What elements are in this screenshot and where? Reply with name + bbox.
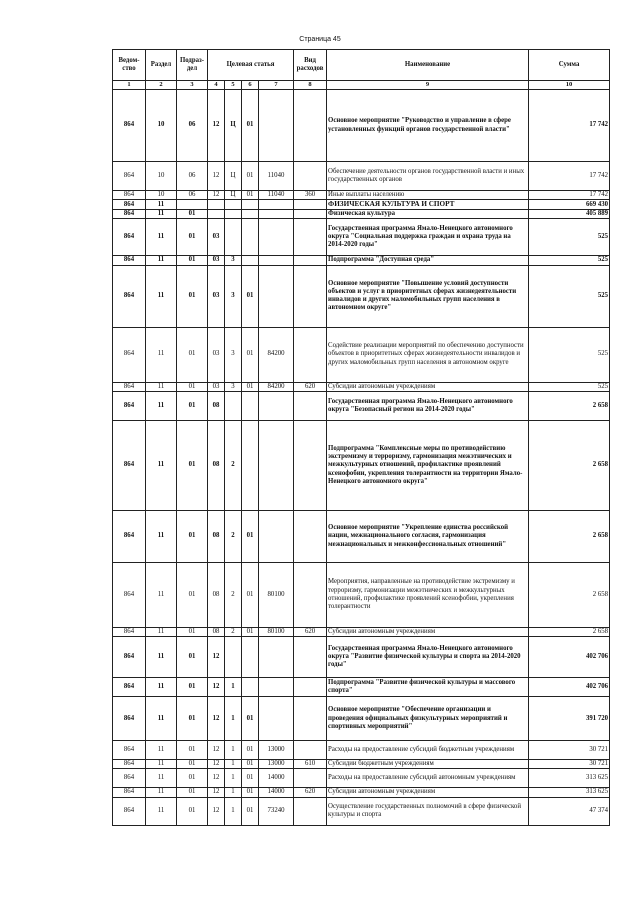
cell-razdel: 11 [146,420,177,510]
cell-vid [294,162,327,191]
cell-name: Государственная программа Ямало-Ненецкого автономного округа "Безопасный регион на 2014-2020 годы" [327,391,529,420]
cell-vedom: 864 [113,627,146,636]
cell-direction: 73240 [259,797,294,825]
cell-razdel: 11 [146,637,177,678]
cell-program: 03 [208,256,225,265]
cell-program: 03 [208,219,225,256]
cell-sum: 17 742 [529,191,610,200]
cell-program [208,200,225,210]
table-row [113,678,610,697]
table-row [113,510,610,562]
cell-sum: 17 742 [529,162,610,191]
cell-podrazdel: 01 [177,256,208,265]
cell-vedom: 864 [113,391,146,420]
cell-podrazdel: 01 [177,562,208,627]
header-sum: Сумма [529,50,610,81]
cell-subprogram: Ц [225,90,242,162]
table-row [113,697,610,741]
cell-program: 12 [208,678,225,697]
page-number-label: Страница 45 [299,36,341,43]
table-row [113,637,610,678]
cell-razdel: 11 [146,219,177,256]
table-row [113,382,610,391]
cell-direction: 13000 [259,760,294,769]
cell-sum: 2 658 [529,562,610,627]
cell-vid [294,510,327,562]
cell-subprogram: Ц [225,191,242,200]
cell-vid [294,256,327,265]
cell-program: 08 [208,391,225,420]
cell-direction: 84200 [259,327,294,382]
cell-razdel: 11 [146,697,177,741]
cell-activity: 01 [242,741,259,760]
cell-podrazdel: 01 [177,741,208,760]
column-number: 7 [259,81,294,90]
cell-razdel: 10 [146,162,177,191]
cell-razdel: 11 [146,391,177,420]
cell-activity: 01 [242,697,259,741]
cell-sum: 313 625 [529,769,610,788]
cell-razdel: 11 [146,797,177,825]
cell-program: 12 [208,191,225,200]
cell-sum: 2 658 [529,420,610,510]
cell-name: Государственная программа Ямало-Ненецкого автономного округа "Развитие физической культуры и спорта на 2014-2020 годы" [327,637,529,678]
header-vid: Вид расходов [294,50,327,81]
cell-vid [294,90,327,162]
column-number: 6 [242,81,259,90]
cell-activity [242,678,259,697]
table-row [113,210,610,219]
cell-subprogram: 3 [225,256,242,265]
cell-name: Основное мероприятие "Повышение условий доступности объектов и услуг в приоритетных сферах жизнедеятельности инвалидов и других маломобильных групп населения в автономном округе" [327,265,529,327]
cell-direction [259,510,294,562]
cell-program: 12 [208,741,225,760]
cell-vedom: 864 [113,678,146,697]
cell-subprogram: 1 [225,797,242,825]
cell-direction: 11040 [259,162,294,191]
cell-podrazdel: 06 [177,191,208,200]
cell-vid [294,678,327,697]
cell-podrazdel: 01 [177,697,208,741]
cell-name: Расходы на предоставление субсидий автономным учреждениям [327,769,529,788]
header-razdel: Раздел [146,50,177,81]
column-number: 8 [294,81,327,90]
cell-subprogram: 1 [225,741,242,760]
cell-name: Содействие реализации мероприятий по обеспечению доступности объектов в приоритетных сферах жизнедеятельности инвалидов и других маломобильных групп населения в автономном округе [327,327,529,382]
cell-program: 12 [208,797,225,825]
cell-razdel: 11 [146,510,177,562]
table-row [113,788,610,797]
cell-vid [294,219,327,256]
cell-vid: 620 [294,382,327,391]
cell-activity: 01 [242,760,259,769]
header-podrazdel: Подраз-дел [177,50,208,81]
cell-vedom: 864 [113,797,146,825]
cell-podrazdel: 06 [177,90,208,162]
cell-sum: 525 [529,327,610,382]
cell-activity: 01 [242,510,259,562]
cell-vedom: 864 [113,760,146,769]
cell-activity [242,256,259,265]
cell-direction: 13000 [259,741,294,760]
cell-vedom: 864 [113,90,146,162]
cell-razdel: 11 [146,562,177,627]
cell-sum: 525 [529,219,610,256]
cell-razdel: 11 [146,627,177,636]
cell-direction [259,200,294,210]
cell-direction [259,637,294,678]
cell-razdel: 11 [146,265,177,327]
cell-podrazdel: 01 [177,678,208,697]
cell-vid: 620 [294,627,327,636]
cell-razdel: 11 [146,788,177,797]
cell-vedom: 864 [113,210,146,219]
cell-program: 12 [208,637,225,678]
cell-vedom: 864 [113,382,146,391]
cell-sum: 402 706 [529,678,610,697]
cell-direction [259,420,294,510]
cell-direction: 11040 [259,191,294,200]
table-row [113,741,610,760]
cell-podrazdel: 01 [177,797,208,825]
table-row [113,420,610,510]
cell-subprogram [225,391,242,420]
cell-program: 08 [208,420,225,510]
cell-activity [242,391,259,420]
cell-vid [294,327,327,382]
cell-subprogram [225,637,242,678]
cell-subprogram: 3 [225,382,242,391]
cell-name: Подпрограмма "Развитие физической культуры и массового спорта" [327,678,529,697]
cell-podrazdel: 01 [177,769,208,788]
table-header [113,50,610,81]
table-row [113,265,610,327]
table-body [113,81,610,826]
cell-vid: 620 [294,788,327,797]
cell-vedom: 864 [113,219,146,256]
cell-sum: 669 430 [529,200,610,210]
cell-sum: 2 658 [529,510,610,562]
cell-name: Субсидии автономным учреждениям [327,627,529,636]
cell-direction: 84200 [259,382,294,391]
cell-podrazdel: 01 [177,510,208,562]
cell-program: 12 [208,697,225,741]
cell-activity: 01 [242,382,259,391]
cell-direction [259,678,294,697]
cell-subprogram: 3 [225,327,242,382]
cell-subprogram: 2 [225,627,242,636]
cell-name: Государственная программа Ямало-Ненецкого автономного округа "Социальная поддержка граждан и охрана труда на 2014-2020 годы" [327,219,529,256]
cell-activity [242,219,259,256]
cell-name: Осуществление государственных полномочий в сфере физической культуры и спорта [327,797,529,825]
cell-vedom: 864 [113,162,146,191]
cell-direction [259,219,294,256]
cell-vid [294,265,327,327]
cell-vedom: 864 [113,256,146,265]
cell-podrazdel: 01 [177,637,208,678]
cell-vid [294,697,327,741]
cell-sum: 525 [529,265,610,327]
cell-activity: 01 [242,162,259,191]
cell-vedom: 864 [113,200,146,210]
table-row [113,797,610,825]
cell-program: 08 [208,562,225,627]
cell-sum: 17 742 [529,90,610,162]
cell-sum: 525 [529,256,610,265]
column-number: 5 [225,81,242,90]
cell-razdel: 11 [146,760,177,769]
cell-activity: 01 [242,788,259,797]
cell-razdel: 11 [146,256,177,265]
cell-subprogram: 1 [225,788,242,797]
cell-vedom: 864 [113,562,146,627]
cell-activity: 01 [242,191,259,200]
cell-podrazdel: 01 [177,420,208,510]
cell-vid [294,391,327,420]
cell-name: Субсидии автономным учреждениям [327,788,529,797]
cell-podrazdel: 01 [177,391,208,420]
cell-direction: 14000 [259,769,294,788]
cell-sum: 30 721 [529,760,610,769]
cell-direction [259,90,294,162]
cell-activity [242,637,259,678]
cell-vid [294,637,327,678]
header-target: Целевая статья [208,50,294,81]
cell-vedom: 864 [113,741,146,760]
cell-vid [294,769,327,788]
cell-program: 12 [208,769,225,788]
table-row [113,219,610,256]
cell-direction: 14000 [259,788,294,797]
cell-podrazdel: 06 [177,162,208,191]
cell-direction: 80100 [259,562,294,627]
cell-direction [259,265,294,327]
table-row [113,327,610,382]
budget-table [112,49,610,826]
table-row [113,191,610,200]
cell-subprogram: 2 [225,510,242,562]
cell-subprogram [225,210,242,219]
cell-name: Подпрограмма "Комплексные меры по противодействию экстремизму и терроризму, гармонизация межэтнических и межкультурных отношений, профилактике проявлений ксенофобии, укрепления толерантности на территории Ямало-Ненецкого автономного округа" [327,420,529,510]
cell-direction [259,391,294,420]
cell-program: 03 [208,327,225,382]
cell-activity: 01 [242,90,259,162]
cell-podrazdel: 01 [177,327,208,382]
cell-name: ФИЗИЧЕСКАЯ КУЛЬТУРА И СПОРТ [327,200,529,210]
cell-activity: 01 [242,327,259,382]
cell-vid [294,200,327,210]
cell-activity [242,420,259,510]
cell-program: 03 [208,382,225,391]
cell-sum: 30 721 [529,741,610,760]
cell-name: Мероприятия, направленные на противодействие экстремизму и терроризму, гармонизации межэтнических и межкультурных отношений, профилактике проявлений ксенофобии, укрепления толерантности [327,562,529,627]
cell-activity: 01 [242,769,259,788]
cell-activity: 01 [242,562,259,627]
cell-podrazdel: 01 [177,788,208,797]
cell-podrazdel: 01 [177,265,208,327]
table-row [113,562,610,627]
cell-vedom: 864 [113,637,146,678]
cell-razdel: 11 [146,200,177,210]
cell-subprogram [225,200,242,210]
column-number: 3 [177,81,208,90]
cell-vedom: 864 [113,191,146,200]
cell-name: Обеспечение деятельности органов государственной власти и иных государственных органов [327,162,529,191]
header-vedom: Ведом-ство [113,50,146,81]
table-row [113,90,610,162]
cell-activity: 01 [242,627,259,636]
cell-sum: 405 889 [529,210,610,219]
cell-podrazdel [177,200,208,210]
cell-subprogram: 1 [225,697,242,741]
cell-sum: 2 658 [529,627,610,636]
cell-program: 12 [208,162,225,191]
table-row [113,627,610,636]
cell-program: 12 [208,788,225,797]
cell-subprogram: 3 [225,265,242,327]
cell-vedom: 864 [113,420,146,510]
cell-vedom: 864 [113,265,146,327]
table-row [113,256,610,265]
cell-podrazdel: 01 [177,210,208,219]
table-row [113,769,610,788]
cell-subprogram [225,219,242,256]
cell-sum: 313 625 [529,788,610,797]
table-row [113,162,610,191]
cell-name: Субсидии автономным учреждениям [327,382,529,391]
cell-direction: 80100 [259,627,294,636]
column-number: 1 [113,81,146,90]
header-name: Наименование [327,50,529,81]
cell-podrazdel: 01 [177,219,208,256]
cell-name: Основное мероприятие "Руководство и управление в сфере установленных функций органов государственной власти" [327,90,529,162]
column-number: 4 [208,81,225,90]
column-number: 9 [327,81,529,90]
cell-name: Физическая культура [327,210,529,219]
cell-vid: 610 [294,760,327,769]
cell-activity [242,200,259,210]
cell-vedom: 864 [113,510,146,562]
cell-razdel: 11 [146,678,177,697]
cell-razdel: 10 [146,90,177,162]
cell-podrazdel: 01 [177,760,208,769]
cell-program: 08 [208,510,225,562]
cell-name: Основное мероприятие "Обеспечение организации и проведения официальных физкультурных мероприятий и спортивных мероприятий" [327,697,529,741]
cell-subprogram: Ц [225,162,242,191]
table-row [113,760,610,769]
cell-activity [242,210,259,219]
cell-program [208,210,225,219]
cell-podrazdel: 01 [177,627,208,636]
cell-program: 12 [208,90,225,162]
cell-name: Подпрограмма "Доступная среда" [327,256,529,265]
column-number: 2 [146,81,177,90]
cell-subprogram: 1 [225,760,242,769]
cell-name: Субсидии бюджетным учреждениям [327,760,529,769]
cell-subprogram: 1 [225,769,242,788]
cell-vid [294,741,327,760]
cell-sum: 47 374 [529,797,610,825]
cell-program: 12 [208,760,225,769]
cell-direction [259,697,294,741]
cell-vid: 360 [294,191,327,200]
cell-razdel: 11 [146,327,177,382]
cell-vid [294,797,327,825]
cell-sum: 2 658 [529,391,610,420]
cell-activity: 01 [242,265,259,327]
cell-program: 08 [208,627,225,636]
cell-razdel: 11 [146,210,177,219]
cell-sum: 391 720 [529,697,610,741]
cell-vedom: 864 [113,697,146,741]
cell-sum: 525 [529,382,610,391]
cell-subprogram: 1 [225,678,242,697]
cell-name: Иные выплаты населению [327,191,529,200]
table-row [113,391,610,420]
cell-vid [294,420,327,510]
cell-razdel: 11 [146,382,177,391]
column-number: 10 [529,81,610,90]
cell-subprogram: 2 [225,420,242,510]
cell-program: 03 [208,265,225,327]
cell-podrazdel: 01 [177,382,208,391]
cell-vedom: 864 [113,788,146,797]
cell-razdel: 11 [146,769,177,788]
cell-sum: 402 706 [529,637,610,678]
cell-razdel: 10 [146,191,177,200]
cell-vedom: 864 [113,327,146,382]
cell-activity: 01 [242,797,259,825]
cell-razdel: 11 [146,741,177,760]
column-number-row [113,81,610,90]
cell-name: Основное мероприятие "Укрепление единства российской нации, межнационального согласия, гармонизация межнациональных и межконфессиональных отношений" [327,510,529,562]
cell-subprogram: 2 [225,562,242,627]
cell-vid [294,562,327,627]
table-row [113,200,610,210]
cell-name: Расходы на предоставление субсидий бюджетным учреждениям [327,741,529,760]
cell-direction [259,256,294,265]
cell-direction [259,210,294,219]
cell-vedom: 864 [113,769,146,788]
cell-vid [294,210,327,219]
